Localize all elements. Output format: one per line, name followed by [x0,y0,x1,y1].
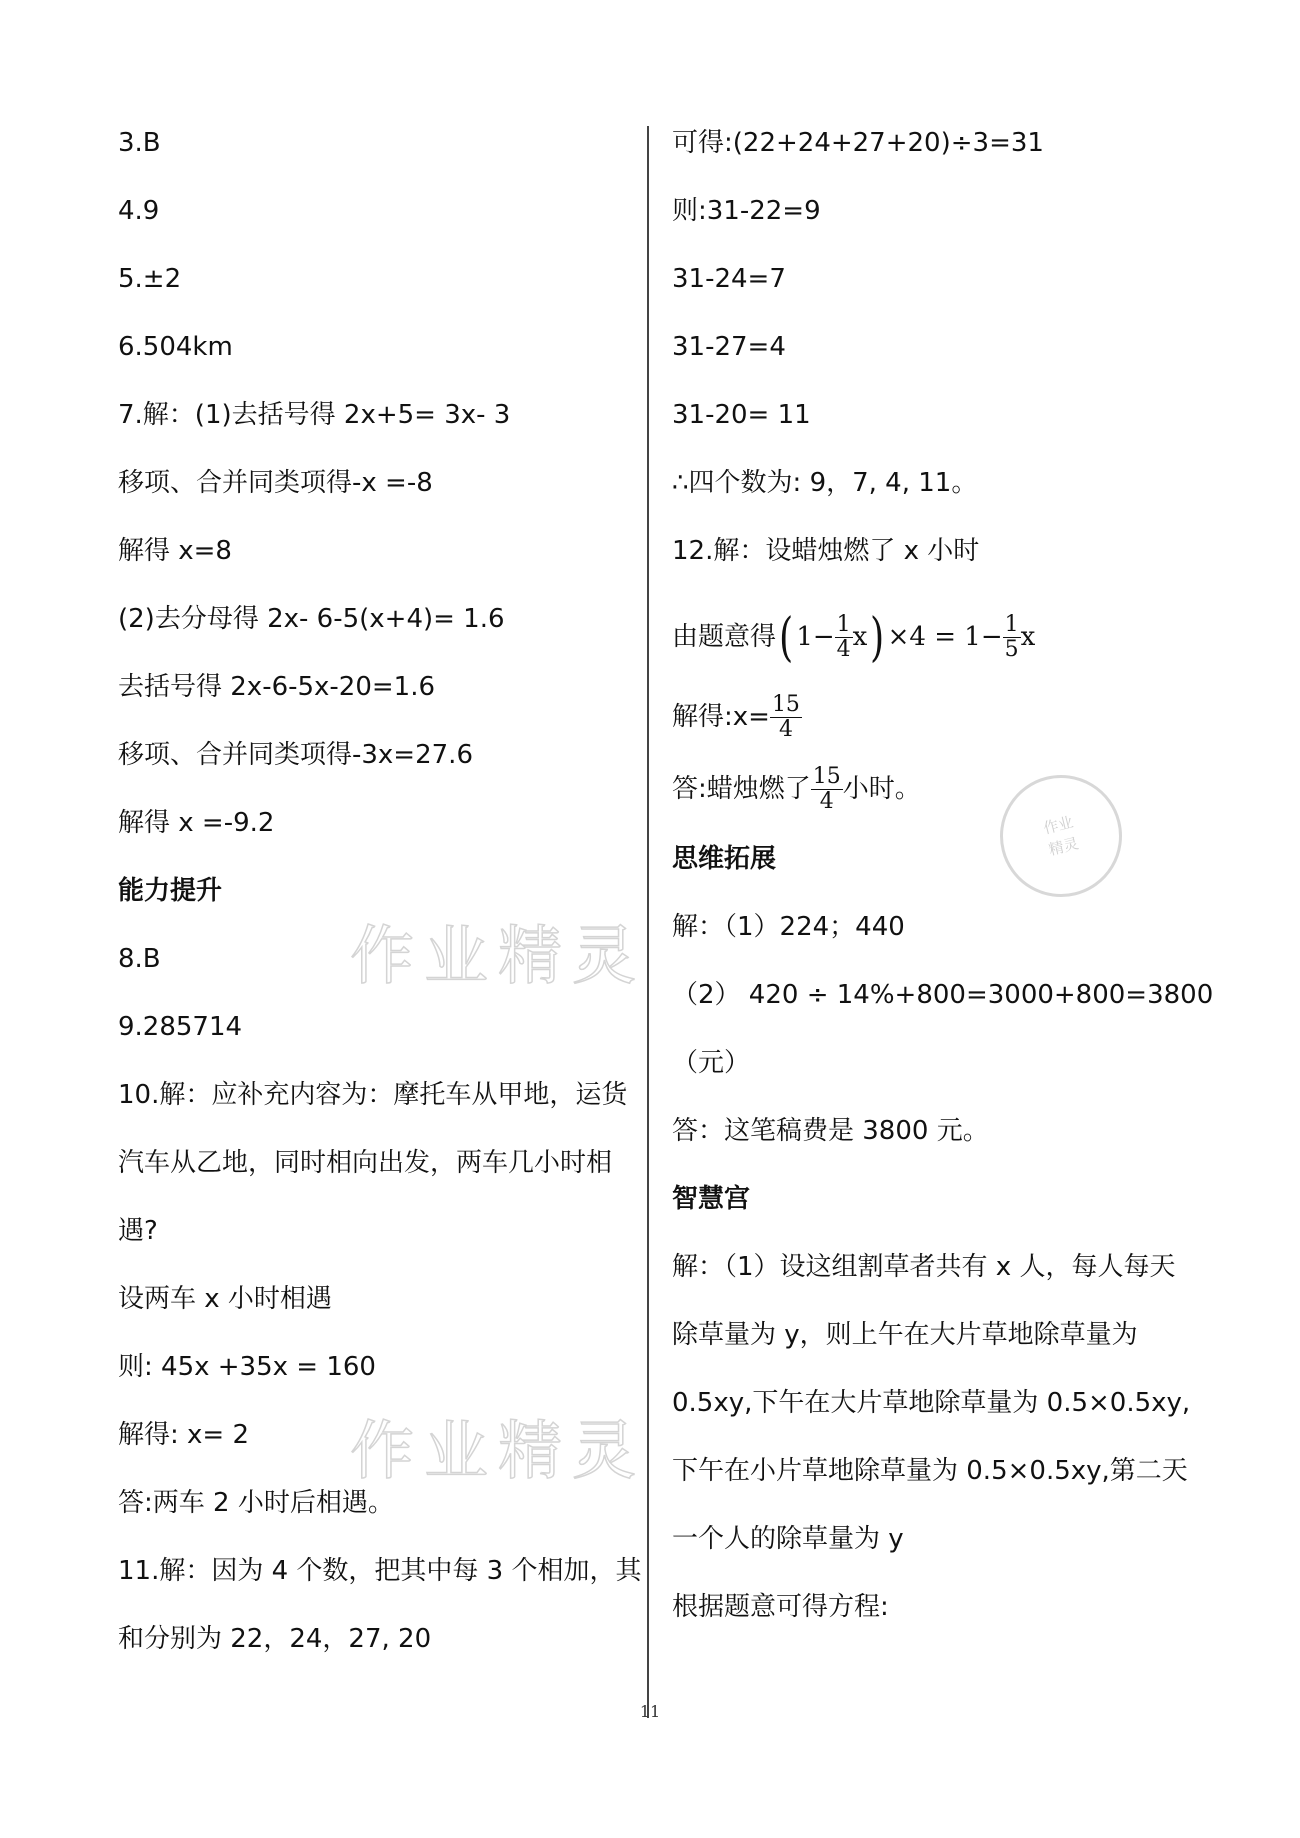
fraction-denominator: 4 [819,789,834,814]
section-heading: 思维拓展 [672,844,777,874]
fraction-numerator: 15 [771,692,800,717]
fraction-denominator: 4 [836,637,851,662]
fraction-one-quarter [835,613,853,662]
stamp-top-text: 作业 [1041,812,1076,838]
answer-line: 解得: x= 2 [118,1420,250,1450]
fraction-fifteen-quarters [811,765,843,814]
fraction-numerator: 15 [812,764,841,789]
equation-operator: − [812,622,835,652]
answer-line: （2） 420 ÷ 14%+800=3000+800=3800 [672,980,1214,1010]
fraction-fifteen-quarters [770,693,802,742]
answer-line: 31-24=7 [672,264,786,294]
answer-line: 6.504km [118,332,233,362]
answer-line: 解得 x=8 [118,536,232,566]
answer-line: 11.解：因为 4 个数，把其中每 3 个相加，其 [118,1556,642,1586]
answer-line: 31-20= 11 [672,400,811,430]
left-paren: ( [779,607,794,668]
answer-line: 遇? [118,1216,158,1246]
answer-line: 解：（1）设这组割草者共有 x 人，每人每天 [672,1252,1176,1282]
section-heading: 能力提升 [118,876,223,906]
answer-line: 8.B [118,944,161,974]
answer-line: 移项、合并同类项得-x =-8 [118,468,433,498]
answer-line: 除草量为 y，则上午在大片草地除草量为 [672,1320,1138,1350]
answer-line: 解：（1）224；440 [672,912,905,942]
right-paren: ) [870,607,885,668]
answer-line: 3.B [118,128,161,158]
answer-line: 汽车从乙地，同时相向出发，两车几小时相 [118,1148,613,1178]
fraction-numerator: 1 [836,612,851,637]
equation-line [672,594,1192,680]
answer-line: 则: 45x +35x = 160 [118,1352,376,1382]
right-column [672,118,1214,1650]
answer-line: 可得:(22+24+27+20)÷3=31 [672,128,1044,158]
fraction-numerator: 1 [1004,612,1019,637]
equation-variable: x [852,622,868,652]
column-divider [647,126,649,1718]
answer-line: 7.解：(1)去括号得 2x+5= 3x- 3 [118,400,511,430]
stamp-bottom-text: 精灵 [1046,834,1081,860]
answer-line: 去括号得 2x-6-5x-20=1.6 [118,672,436,702]
answer-line: 0.5xy,下午在大片草地除草量为 0.5×0.5xy, [672,1388,1191,1418]
watermark-text: 作业精灵 [350,920,646,994]
answer-line: 4.9 [118,196,160,226]
answer-prefix: 答:蜡烛燃了 [672,774,811,804]
answer-line: 下午在小片草地除草量为 0.5×0.5xy,第二天 [672,1456,1188,1486]
fraction-denominator: 5 [1004,637,1019,662]
equation-prefix: 由题意得 [672,622,777,652]
answer-line: 和分别为 22，24，27, 20 [118,1624,432,1654]
answer-line: 10.解：应补充内容为：摩托车从甲地，运货 [118,1080,628,1110]
fraction-one-fifth [1003,613,1021,662]
section-heading: 智慧宫 [672,1184,751,1214]
answer-line: 根据题意可得方程: [672,1592,889,1622]
answer-line: 答:两车 2 小时后相遇。 [118,1488,394,1518]
answer-suffix: 小时。 [842,774,921,804]
solution-prefix: 解得:x= [672,702,770,732]
answer-line: (2)去分母得 2x- 6-5(x+4)= 1.6 [118,604,505,634]
answer-line: 31-27=4 [672,332,786,362]
answer-line: ∴四个数为: 9，7, 4, 11。 [672,468,978,498]
equation-variable: x [1020,622,1036,652]
answer-line: 移项、合并同类项得-3x=27.6 [118,740,473,770]
fraction-denominator: 4 [778,717,793,742]
answer-line: 解得 x =-9.2 [118,808,275,838]
answer-line: 12.解：设蜡烛燃了 x 小时 [672,536,980,566]
answer-line: 9.285714 [118,1012,243,1042]
answer-line: 设两车 x 小时相遇 [118,1284,332,1314]
answer-line: 5.±2 [118,264,182,294]
solution-line [672,680,1192,754]
watermark-text: 作业精灵 [350,1415,646,1489]
page-number: 11 [639,1702,661,1721]
answer-line: 则:31-22=9 [672,196,821,226]
equation-term: ×4 = 1 [887,622,981,652]
answer-line: 一个人的除草量为 y [672,1524,904,1554]
equation-operator: − [980,622,1003,652]
answer-line: 答：这笔稿费是 3800 元。 [672,1116,989,1146]
answer-line: （元） [672,1048,751,1078]
equation-term: 1 [796,622,813,652]
